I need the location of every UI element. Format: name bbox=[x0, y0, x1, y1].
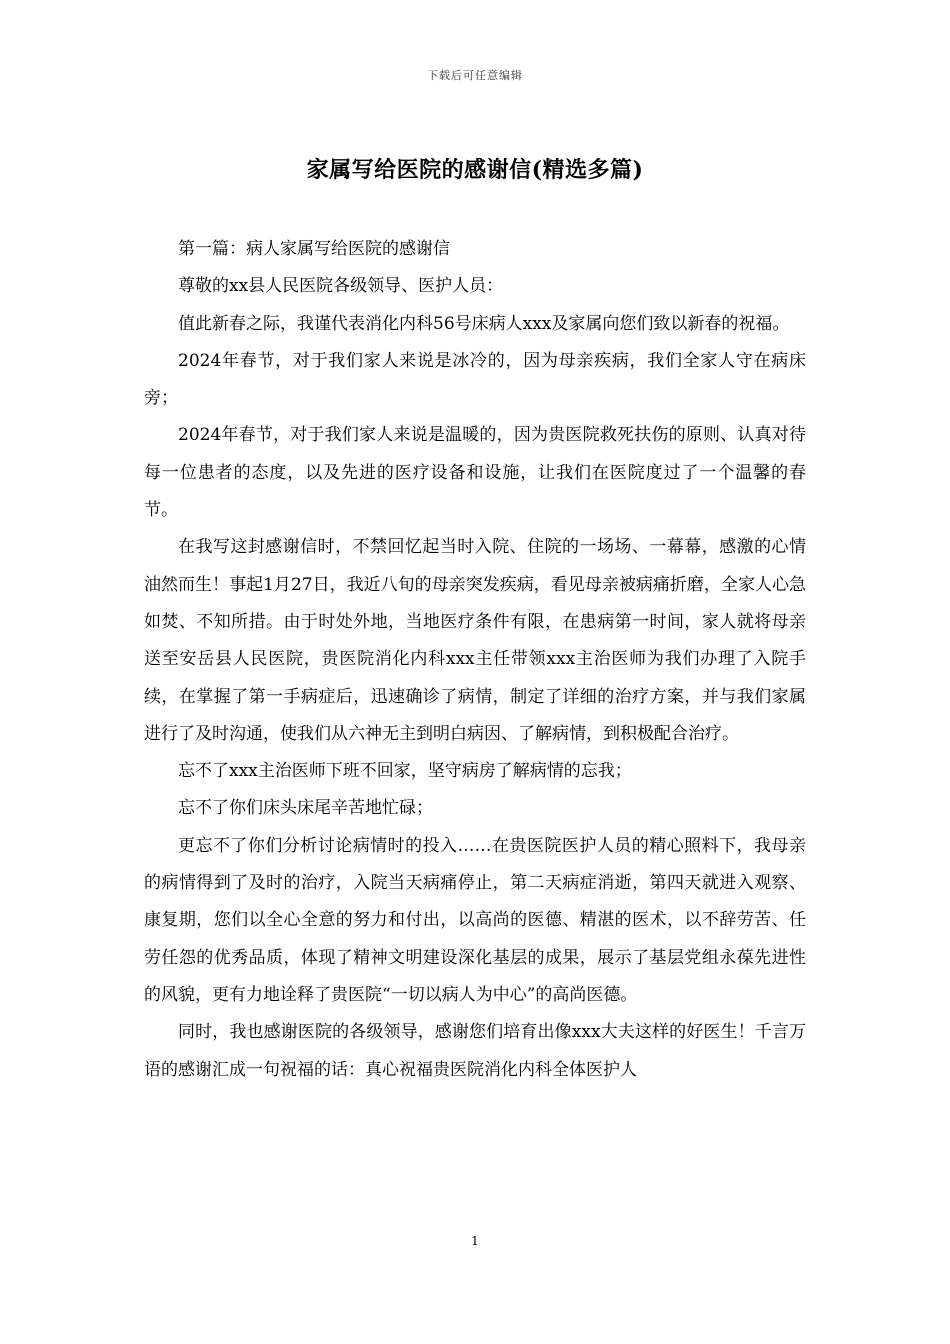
header-note: 下载后可任意编辑 bbox=[427, 69, 523, 82]
document-title: 家属写给医院的感谢信(精选多篇) bbox=[306, 157, 644, 183]
paragraph: 2024年春节，对于我们家人来说是冰冷的，因为母亲疾病，我们全家人守在病床旁； bbox=[144, 350, 806, 409]
paragraph: 更忘不了你们分析讨论病情时的投入……在贵医院医护人员的精心照料下，我母亲的病情得到了及时的治疗，入院当天病痛停止，第二天病症消逝，第四天就进入观察、康复期，您们以全心全意的努力和付出，以高尚的医德、精湛的医术，以不辞劳苦、任劳任怨的优秀品质，体现了精神文明建设深化基层的成果，展示了基层党组永葆先进性的风貌，更有力地诠释了贵医院“一切以病人为中心”的高尚医德。 bbox=[144, 835, 806, 1005]
paragraph-section-heading: 第一篇：病人家属写给医院的感谢信 bbox=[178, 239, 450, 259]
document-body bbox=[144, 231, 806, 1089]
paragraph-salutation: 尊敬的xx县人民医院各级领导、医护人员： bbox=[178, 276, 504, 297]
paragraph: 忘不了xxx主治医师下班不回家，坚守病房了解病情的忘我； bbox=[178, 761, 632, 782]
paragraph: 同时，我也感谢医院的各级领导，感谢您们培育出像xxx大夫这样的好医生！千言万语的感谢汇成一句祝福的话：真心祝福贵医院消化内科全体医护人 bbox=[144, 1022, 806, 1080]
page-number: 1 bbox=[471, 1234, 479, 1248]
paragraph: 2024年春节，对于我们家人来说是温暖的，因为贵医院救死扶伤的原则、认真对待每一位患者的态度，以及先进的医疗设备和设施，让我们在医院度过了一个温馨的春节。 bbox=[144, 425, 806, 521]
paragraph: 忘不了你们床头床尾辛苦地忙碌； bbox=[178, 798, 433, 819]
paragraph: 值此新春之际，我谨代表消化内科56号床病人xxx及家属向您们致以新春的祝福。 bbox=[178, 313, 790, 334]
paragraph: 在我写这封感谢信时，不禁回忆起当时入院、住院的一场场、一幕幕，感激的心情油然而生！事起1月27日，我近八旬的母亲突发疾病，看见母亲被病痛折磨，全家人心急如焚、不知所措。由于时处外地，当地医疗条件有限，在患病第一时间，家人就将母亲送至安岳县人民医院，贵医院消化内科xxx主任带领xxx主治医师为我们办理了入院手续，在掌握了第一手病症后，迅速确诊了病情，制定了详细的治疗方案，并与我们家属进行了及时沟通，使我们从六神无主到明白病因、了解病情，到积极配合治疗。 bbox=[144, 537, 806, 744]
